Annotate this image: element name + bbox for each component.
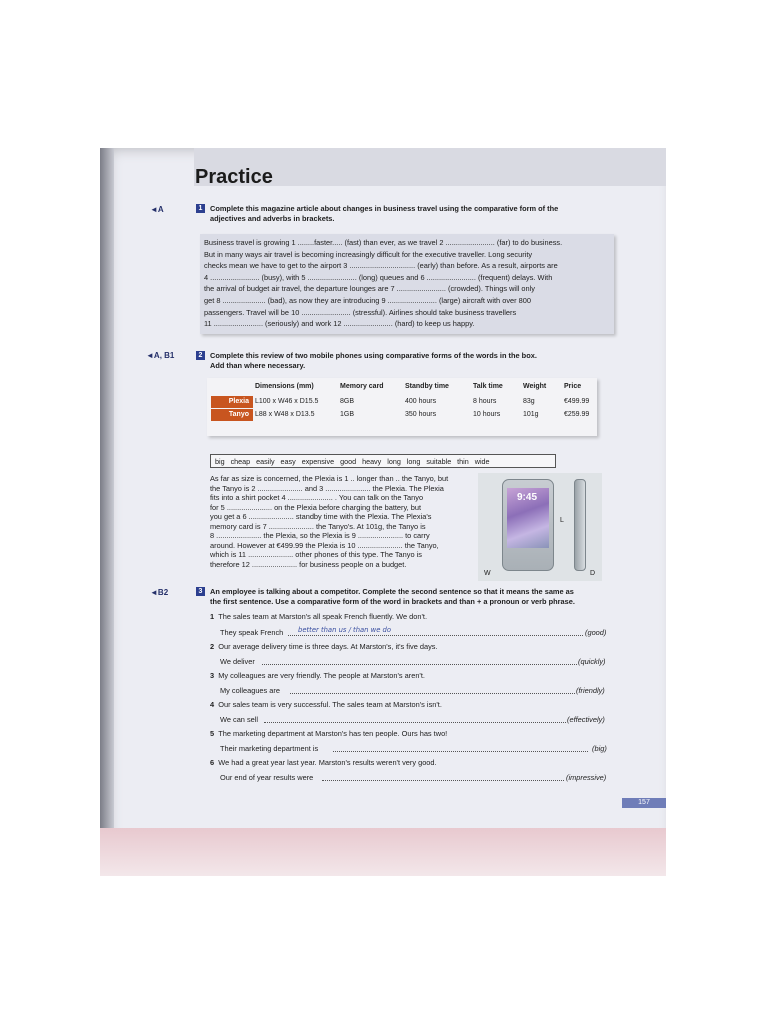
table-cell: €499.99 [564, 398, 590, 405]
table-cell: €259.99 [564, 411, 590, 418]
answer-line [264, 722, 566, 723]
table-header: Memory card [340, 383, 384, 390]
article-line: 11 ........................ (seriously) and work 12 ........................ (hard) to keep us happy. [204, 319, 475, 329]
review-line: around. However at €499.99 the Plexia is 10 ...................... the Tanyo, [210, 540, 439, 550]
ex2-number: 2 [196, 351, 205, 360]
table-cell: 1GB [340, 411, 355, 418]
answer-line [290, 693, 575, 694]
dimension-label-length: L [560, 517, 564, 524]
ex3-item-6-start: Our end of year results were [220, 773, 314, 782]
table-cell: L88 x W48 x D13.5 [255, 411, 315, 418]
ex3-number: 3 [196, 587, 205, 596]
scanned-page [100, 148, 666, 876]
phone-illustration [478, 473, 602, 581]
ex3-item-2-word: (quickly) [578, 657, 606, 666]
ex3-item-3-sentence: 3 My colleagues are very friendly. The people at Marston's aren't. [210, 671, 425, 680]
ex3-item-5-start: Their marketing department is [220, 744, 319, 753]
table-header: Weight [523, 383, 547, 390]
ex2-instruction: Complete this review of two mobile phones using comparative forms of the words in the box. Add than where necessary. [210, 351, 537, 370]
article-line: 4 ........................ (busy), with 5 ........................ (long) queues and 6 ........................ (frequent) delays. With [204, 272, 553, 282]
ex3-item-4-word: (effectively) [567, 715, 605, 724]
review-line: therefore 12 ...................... for business people on a budget. [210, 559, 407, 569]
answer-line [288, 635, 583, 636]
review-line: the Tanyo is 2 ...................... and 3 ...................... the Plexia. The Plexia [210, 483, 444, 493]
table-row-label-tanyo: Tanyo [211, 409, 253, 421]
table-header: Talk time [473, 383, 503, 390]
page-title: Practice [195, 166, 273, 188]
ex1-article [204, 237, 606, 330]
ex3-item-6-word: (impressive) [566, 773, 607, 782]
ex3-item-4-sentence: 4 Our sales team is very successful. The sales team at Marston's isn't. [210, 700, 442, 709]
ex3-item-4-start: We can sell [220, 715, 259, 724]
review-line: fits into a shirt pocket 4 ...................... . You can talk on the Tanyo [210, 493, 424, 502]
review-line: for 5 ...................... on the Plexia before charging the battery, but [210, 502, 422, 512]
phone-comparison-table [207, 378, 597, 436]
ex3-item-6-sentence: 6 We had a great year last year. Marston's results weren't very good. [210, 758, 437, 767]
ex3-item-1-answer: better than us / than we do [298, 626, 392, 634]
article-line: get 8 ..................... (bad), as now they are introducing 9 ........................ (large) aircraft with over 800 [204, 295, 531, 305]
phone-side-image [574, 479, 586, 571]
ex1-instruction: Complete this magazine article about changes in business travel using the comparative form of the adjectives and adverbs in brackets. [210, 204, 559, 223]
article-line: But in many ways air travel is becoming increasingly difficult for the executive traveller. Long security [204, 249, 533, 259]
article-line: the arrival of budget air travel, the departure lounges are 7 ........................ (crowded). Things will only [204, 284, 535, 294]
ex3-item-3-word: (friendly) [576, 686, 605, 695]
dimension-label-depth: D [590, 570, 596, 577]
article-line: Business travel is growing 1 ........faster..... (fast) than ever, as we travel 2 ........................ (far) to do business. [204, 238, 563, 247]
review-line: memory card is 7 ...................... the Tanyo's. At 101g, the Tanyo is [210, 521, 426, 531]
ex3-instruction: An employee is talking about a competitor. Complete the second sentence so that it means the same as the first sentence. Use a comparative form of the word in brackets and than + a pronoun or verb phrase. [210, 587, 575, 606]
table-cell: 350 hours [405, 411, 437, 418]
table-cell: 8GB [340, 398, 355, 405]
review-line: 8 ...................... the Plexia, so the Plexia is 9 ...................... to carry [210, 531, 430, 540]
table-cell: 10 hours [473, 411, 501, 418]
ex2-reference: ◄A, B1 [146, 351, 175, 360]
table-row-label-plexia: Plexia [211, 396, 253, 408]
table-cell: 101g [523, 411, 539, 418]
ex1-reference: ◄A [150, 205, 164, 214]
table-header: Dimensions (mm) [255, 383, 314, 390]
dimension-label-width: W [484, 570, 491, 577]
ex3-item-5-word: (big) [592, 744, 607, 753]
ex3-item-1-word: (good) [585, 628, 607, 637]
article-line: checks mean we have to get to the airport 3 ................................ (early) than before. As a result, airports are [204, 261, 558, 271]
phone-screen [507, 488, 549, 548]
ex3-reference: ◄B2 [150, 588, 169, 597]
page-bottom-edge [100, 828, 666, 876]
table-cell: L100 x W46 x D15.5 [255, 398, 319, 405]
table-cell: 400 hours [405, 398, 437, 405]
table-cell: 83g [523, 398, 535, 405]
page-gutter [100, 148, 114, 876]
review-line: which is 11 ...................... other phones of this type. The Tanyo is [210, 550, 422, 559]
review-line: you get a 6 ...................... standby time with the Plexia. The Plexia's [210, 512, 432, 521]
phone-front-image [502, 479, 554, 571]
answer-line [322, 780, 564, 781]
review-line: As far as size is concerned, the Plexia is 1 .. longer than .. the Tanyo, but [210, 474, 449, 483]
word-box: big cheap easily easy expensive good heavy long long suitable thin wide [210, 454, 556, 468]
ex2-review [210, 474, 472, 569]
ex3-item-1-sentence: 1 The sales team at Marston's all speak French fluently. We don't. [210, 612, 427, 621]
ex1-number: 1 [196, 204, 205, 213]
ex3-item-2-sentence: 2 Our average delivery time is three days. At Marston's, it's five days. [210, 642, 438, 651]
ex3-item-2-start: We deliver [220, 657, 255, 666]
article-line: passengers. Travel will be 10 ........................ (stressful). Airlines should take business travellers [204, 307, 517, 317]
answer-line [333, 751, 588, 752]
phone-clock: 9:45 [517, 492, 538, 503]
table-cell: 8 hours [473, 398, 497, 405]
page-number: 157 [622, 798, 666, 808]
ex3-item-3-start: My colleagues are [220, 686, 280, 695]
table-header: Price [564, 383, 582, 390]
answer-line [262, 664, 577, 665]
ex3-item-1-start: They speak French [220, 628, 284, 637]
ex3-item-5-sentence: 5 The marketing department at Marston's has ten people. Ours has two! [210, 729, 448, 738]
table-header: Standby time [405, 383, 449, 390]
